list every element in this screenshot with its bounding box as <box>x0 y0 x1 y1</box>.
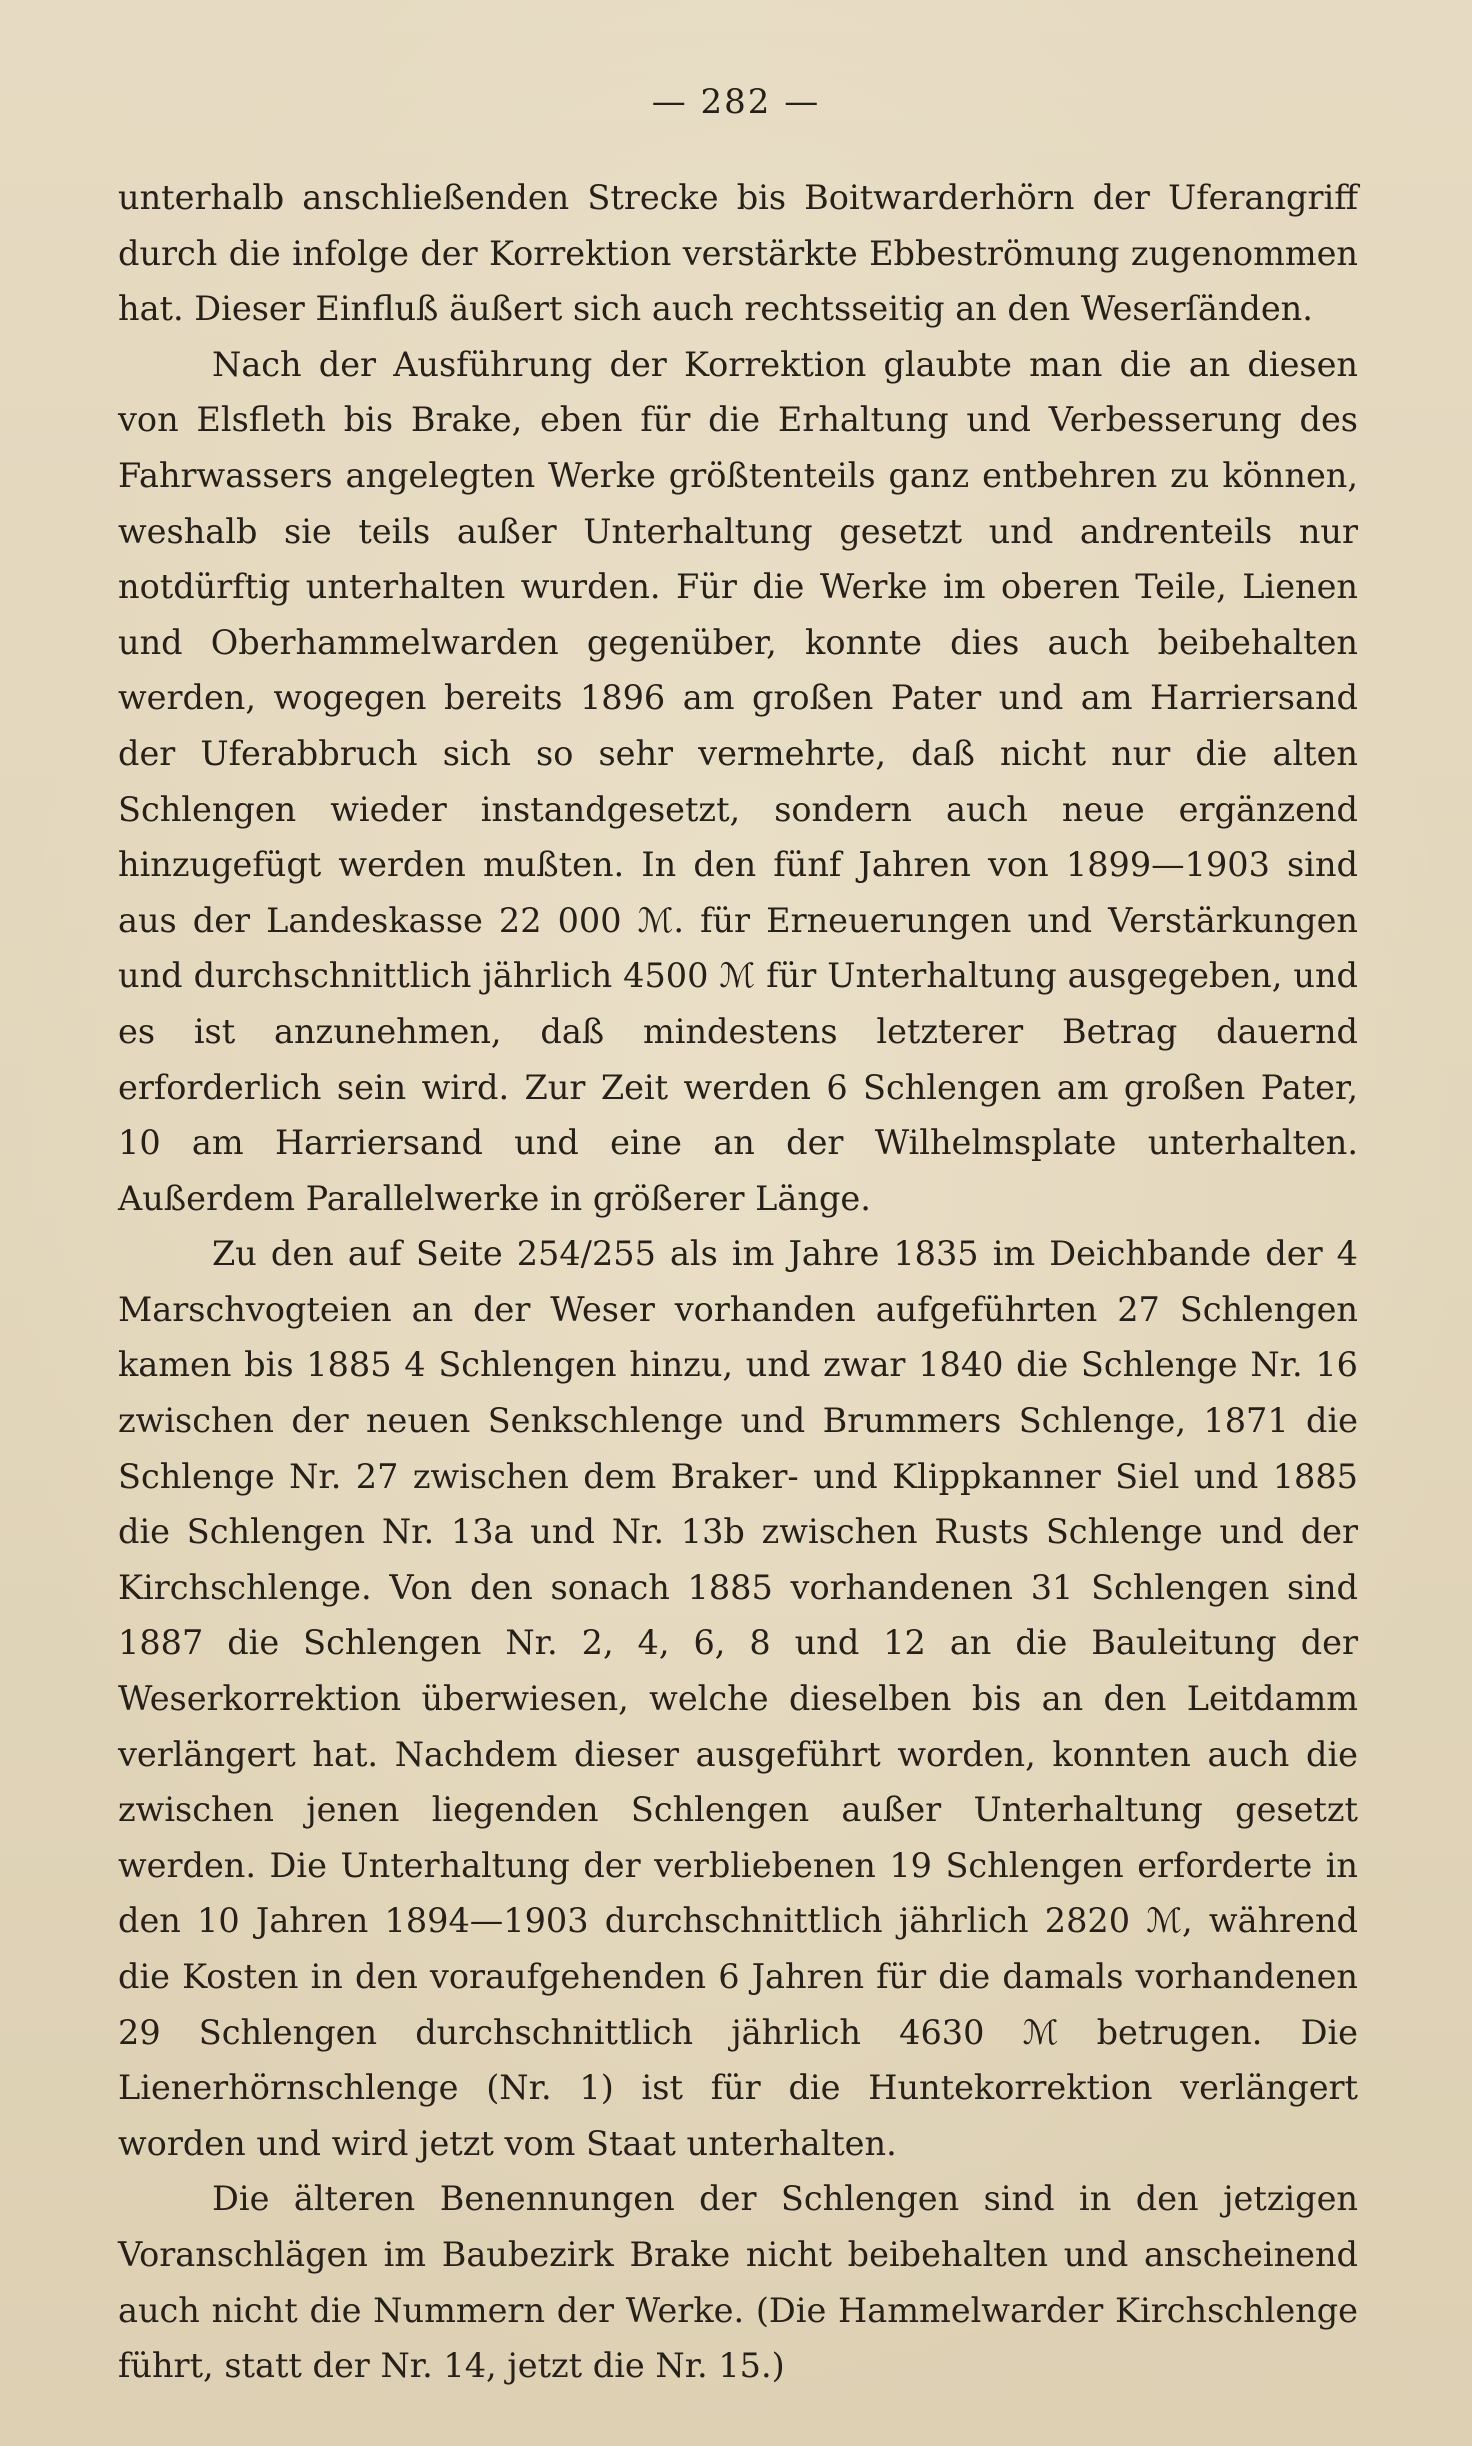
body-text <box>118 170 1358 2394</box>
page-number: — 282 — <box>651 82 821 122</box>
paragraph-benennungen: Die älteren Benennungen der Schlengen sind in den jetzigen Voranschlägen im Baubezirk Brake nicht beibehalten und anscheinend auch nicht die Nummern der Werke. (Die Hammelwarder Kirchschlenge führt, statt der Nr. 14, jetzt die Nr. 15.) <box>118 2179 1358 2386</box>
paragraph-schlengen-history: Zu den auf Seite 254/255 als im Jahre 1835 im Deichbande der 4 Marschvogteien an der Weser vorhanden aufgeführten 27 Schlengen kamen bis 1885 4 Schlengen hinzu, und zwar 1840 die Schlenge Nr. 16 zwischen der neuen Senkschlenge und Brummers Schlenge, 1871 die Schlenge Nr. 27 zwischen dem Braker- und Klippkanner Siel und 1885 die Schlengen Nr. 13a und Nr. 13b zwischen Rusts Schlenge und der Kirchschlenge. Von den sonach 1885 vorhandenen 31 Schlengen sind 1887 die Schlengen Nr. 2, 4, 6, 8 und 12 an die Bauleitung der Weserkorrektion überwiesen, welche dieselben bis an den Leitdamm verlängert hat. Nachdem dieser ausgeführt worden, konnten auch die zwischen jenen liegenden Schlengen außer Unterhaltung gesetzt werden. Die Unterhaltung der verbliebenen 19 Schlengen erforderte in den 10 Jahren 1894—1903 durchschnittlich jährlich 2820 ℳ, während die Kosten in den voraufgehenden 6 Jahren für die damals vorhandenen 29 Schlengen durchschnittlich jährlich 4630 ℳ betrugen. Die Lienerhörnschlenge (Nr. 1) ist für die Huntekorrektion verlängert worden und wird jetzt vom Staat unterhalten. <box>118 1234 1358 2163</box>
paragraph-continuation: unterhalb anschließenden Strecke bis Boitwarderhörn der Uferangriff durch die infolge der Korrektion verstärkte Ebbeströmung zugenommen hat. Dieser Einfluß äußert sich auch rechtsseitig an den Weserſänden. <box>118 178 1358 329</box>
paragraph-korrektion-werke: Nach der Ausführung der Korrektion glaubte man die an diesen von Elsfleth bis Brake, eben für die Erhaltung und Verbesserung des Fahrwassers angelegten Werke größtenteils ganz entbehren zu können, weshalb sie teils außer Unterhaltung gesetzt und andrenteils nur notdürftig unterhalten wurden. Für die Werke im oberen Teile, Lienen und Oberhammelwarden gegenüber, konnte dies auch beibehalten werden, wogegen bereits 1896 am großen Pater und am Harriersand der Uferabbruch sich so sehr vermehrte, daß nicht nur die alten Schlengen wieder instandgesetzt, sondern auch neue ergänzend hinzugefügt werden mußten. In den fünf Jahren von 1899—1903 sind aus der Landeskasse 22 000 ℳ. für Erneuerungen und Verstärkungen und durchschnittlich jährlich 4500 ℳ für Unterhaltung ausgegeben, und es ist anzunehmen, daß mindestens letzterer Betrag dauernd erforderlich sein wird. Zur Zeit werden 6 Schlengen am großen Pater, 10 am Harriersand und eine an der Wilhelmsplate unterhalten. Außerdem Parallelwerke in größerer Länge. <box>118 344 1358 1218</box>
